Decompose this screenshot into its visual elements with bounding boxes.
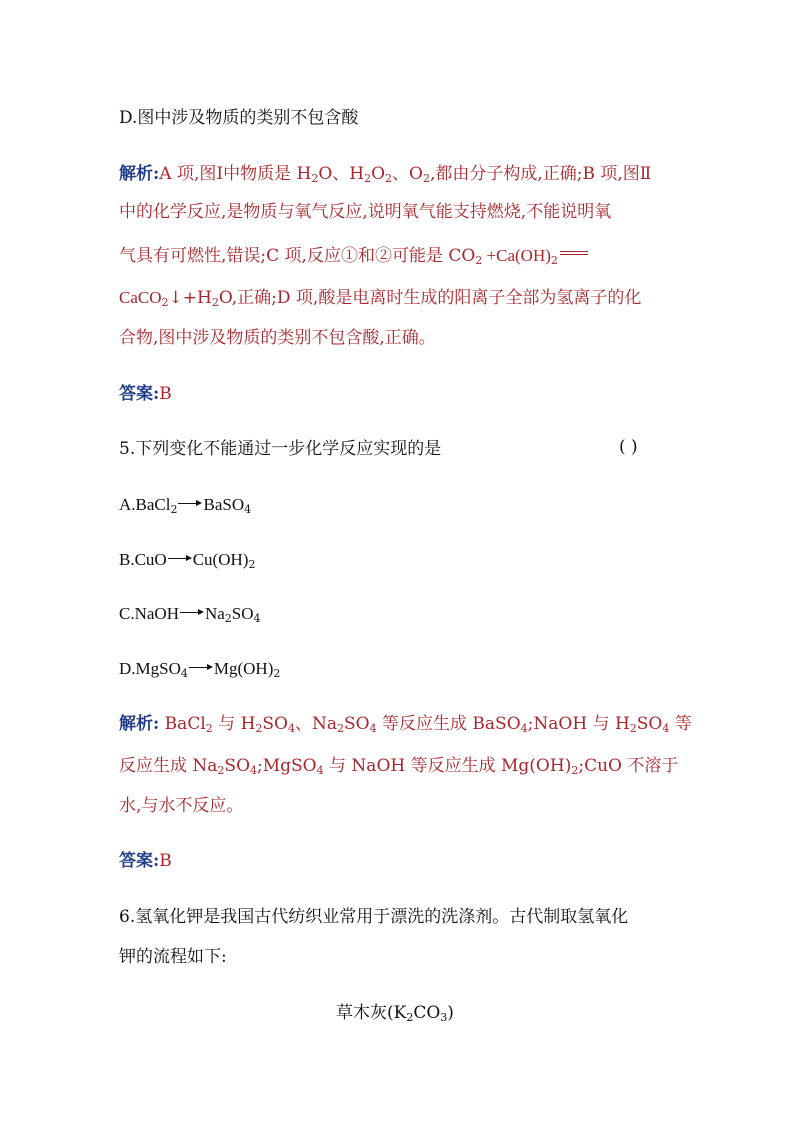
q5-stem: 5.下列变化不能通过一步化学反应实现的是 (119, 439, 442, 459)
arrow-right-icon (168, 553, 192, 563)
q5-analysis-line-3: 水,与水不反应。 (119, 796, 244, 816)
q5-option-d: D.MgSO$_4$ $Mg(OH)_2$ (119, 659, 281, 680)
q5-analysis-line-1: 解析: BaCl$_2$ 与 $H_2SO_4$、$Na_2SO_4$ 等反应生成 BaSO$_4$;NaOH 与 $H_2SO_4$ 等 (119, 714, 692, 735)
q5-answer-paren: ( ) (619, 437, 638, 457)
q5-option-b: B.CuO $Cu(OH)_2$ (119, 550, 256, 571)
arrow-right-icon (178, 498, 202, 508)
q5-answer (119, 849, 172, 873)
q4-analysis-line-3: 气具有可燃性,错误;C 项,反应①和②可能是 $CO_2 +Ca(OH)_2$ (119, 244, 588, 268)
arrow-right-icon (189, 662, 213, 672)
q4-analysis-line-4: $CaCO_2↓+H_2O$,正确;D 项,酸是电离时生成的阳离子全部为氢离子的化 (119, 288, 642, 309)
q4-analysis-line-5: 合物,图中涉及物质的类别不包含酸,正确。 (119, 328, 436, 348)
q5-analysis-line-2: 反应生成 $Na_2SO_4;MgSO_4$ 与 NaOH 等反应生成 $Mg(OH)_2;CuO$ 不溶于 (119, 756, 679, 777)
answer-value: B (159, 851, 172, 871)
q5-option-a: A.BaCl$_2$ BaSO$_4$ (119, 495, 252, 516)
arrow-right-icon (180, 607, 204, 617)
analysis-label: 解析: (119, 164, 160, 184)
q4-option-d: D.图中涉及物质的类别不包含酸 (119, 108, 359, 128)
answer-label: 答案: (119, 384, 160, 404)
q6-stem-line-1: 6.氢氧化钾是我国古代纺织业常用于漂洗的洗涤剂。古代制取氢氧化 (119, 907, 629, 927)
q5-option-c: C.NaOH $Na_2SO_4$ (119, 604, 261, 625)
answer-label: 答案: (119, 851, 160, 871)
q4-answer (119, 382, 172, 406)
q4-analysis-line-1: 解析:A 项,图Ⅰ中物质是 $H_2O$、$H_2O_2$、$O_2$,都由分子构成,正确;B 项,图Ⅱ (119, 164, 652, 185)
q6-flow-start: 草木灰$(K_2CO_3)$ (336, 1003, 454, 1024)
answer-value: B (159, 384, 172, 404)
q6-stem-line-2: 钾的流程如下: (119, 947, 227, 967)
q4-analysis-line-2: 中的化学反应,是物质与氧气反应,说明氧气能支持燃烧,不能说明氧 (119, 202, 612, 222)
equals-sign-icon (560, 251, 588, 255)
analysis-label: 解析: (119, 714, 160, 734)
